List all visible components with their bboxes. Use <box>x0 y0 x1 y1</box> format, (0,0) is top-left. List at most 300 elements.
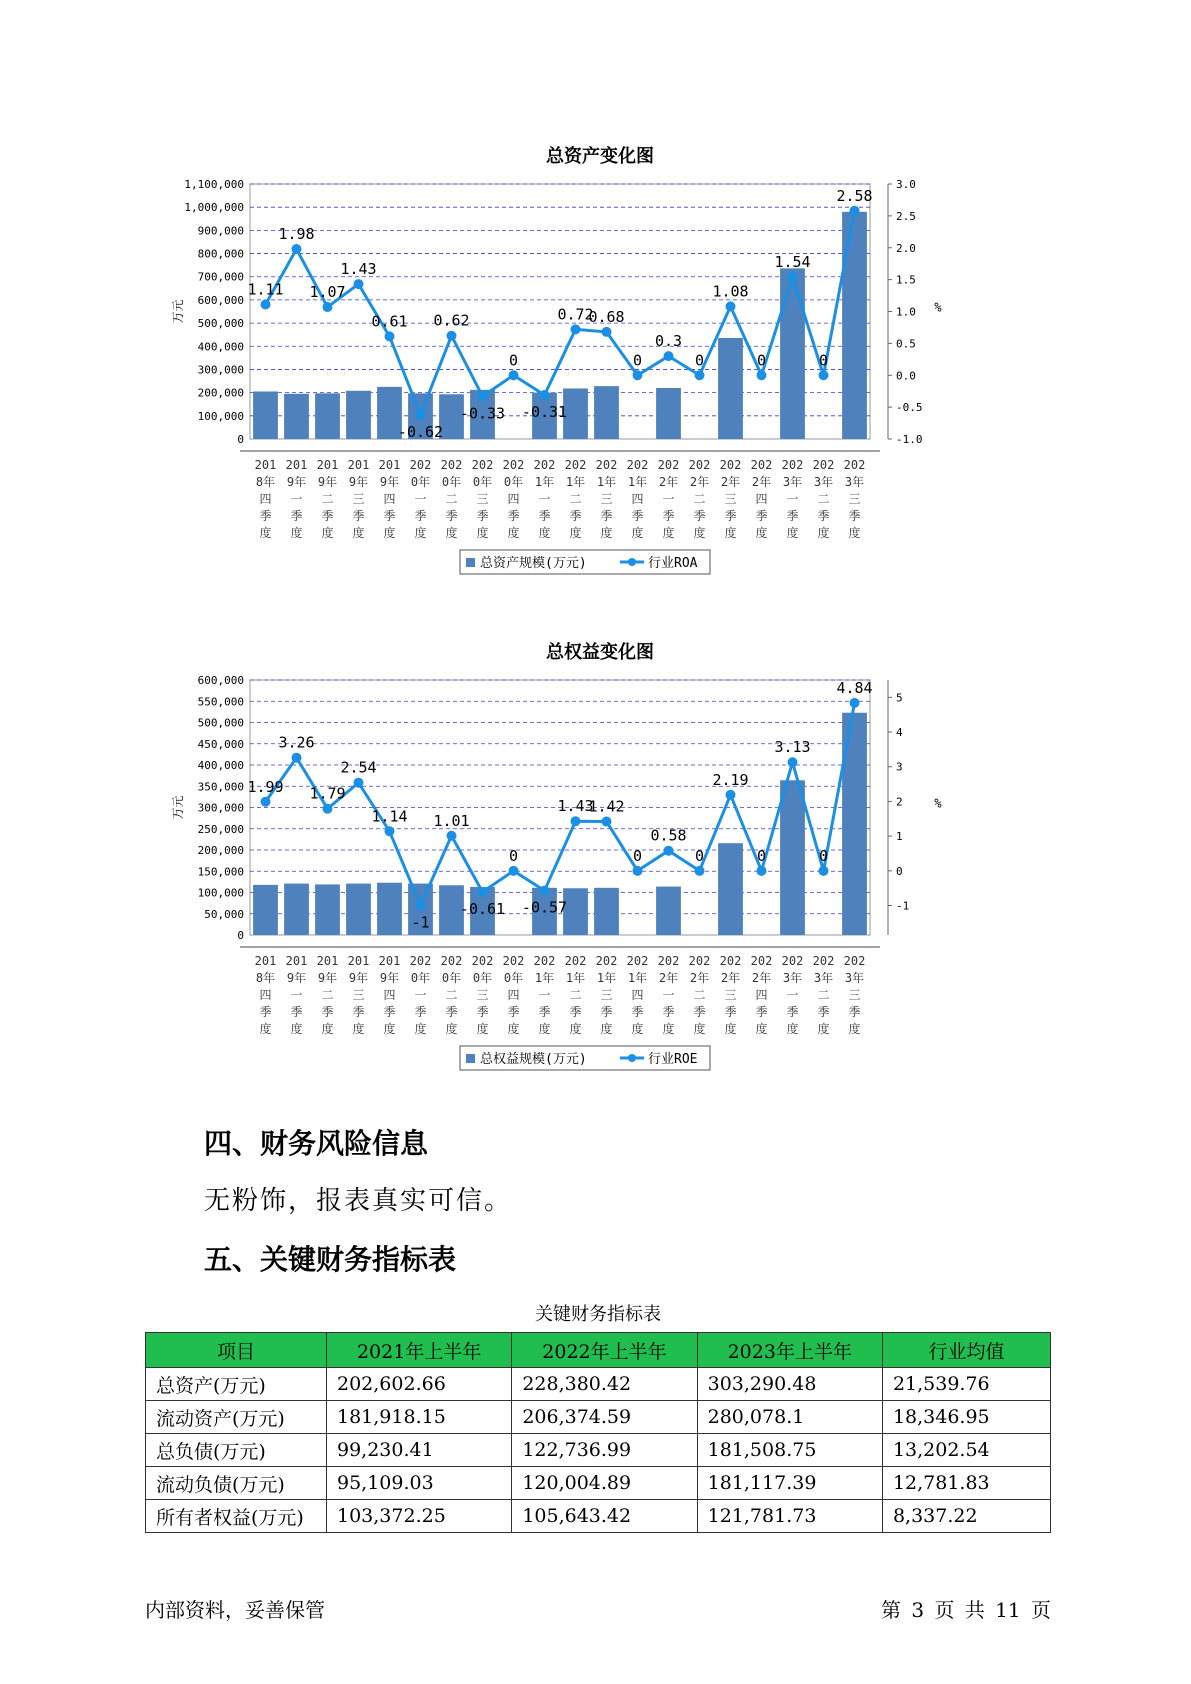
x-tick-label: 度 <box>662 1022 675 1036</box>
x-tick-label: 四 <box>507 988 520 1002</box>
line-point <box>416 410 426 420</box>
x-tick-label: 202 <box>843 458 866 472</box>
x-tick-label: 一 <box>290 492 303 506</box>
x-tick-label: 9年 <box>348 971 369 985</box>
data-label: 1.01 <box>433 811 470 830</box>
x-tick-label: 度 <box>724 526 737 540</box>
x-tick-label: 0年 <box>472 475 493 489</box>
x-tick-label: 度 <box>693 1022 706 1036</box>
chart-title: 总权益变化图 <box>546 642 654 663</box>
y-left-tick-label: 350,000 <box>197 780 244 794</box>
bar-mark <box>346 391 371 439</box>
x-tick-label: 季 <box>538 509 551 523</box>
x-tick-label: 0年 <box>503 971 524 985</box>
x-tick-label: 度 <box>724 1022 737 1036</box>
y-left-tick-label: 50,000 <box>204 907 244 921</box>
header-2023h1: 2023年上半年 <box>697 1333 882 1368</box>
x-tick-label: 一 <box>786 492 799 506</box>
x-tick-label: 1年 <box>596 475 617 489</box>
x-tick-label: 202 <box>502 458 525 472</box>
y-left-tick-label: 300,000 <box>197 363 244 377</box>
x-tick-label: 三 <box>600 988 613 1002</box>
data-label: 0.61 <box>371 312 408 331</box>
x-tick-label: 1年 <box>627 475 648 489</box>
bar-mark <box>315 884 340 935</box>
data-label: 1.43 <box>340 260 377 279</box>
x-tick-label: 一 <box>414 988 427 1002</box>
x-tick-label: 202 <box>440 954 463 968</box>
x-tick-label: 季 <box>848 509 861 523</box>
table-cell: 120,004.89 <box>512 1467 697 1500</box>
y-left-axis-label: 万元 <box>171 795 185 820</box>
x-tick-label: 度 <box>259 1022 272 1036</box>
x-tick-label: 2年 <box>689 971 710 985</box>
data-label: 1.14 <box>371 807 408 826</box>
x-tick-label: 三 <box>476 988 489 1002</box>
data-label: 0 <box>508 846 519 865</box>
x-tick-label: 二 <box>693 492 706 506</box>
x-tick-label: 2年 <box>658 971 679 985</box>
line-point <box>509 866 519 876</box>
y-right-tick-label: 0.0 <box>896 369 916 383</box>
table-cell: 21,539.76 <box>882 1368 1050 1401</box>
legend-line-label: 行业ROE <box>648 1052 698 1067</box>
data-label: 4.84 <box>836 678 873 697</box>
header-industry-avg: 行业均值 <box>882 1333 1050 1368</box>
x-tick-label: 202 <box>533 954 556 968</box>
y-left-tick-label: 600,000 <box>197 674 244 687</box>
x-tick-label: 季 <box>414 1005 427 1019</box>
line-point <box>850 206 860 216</box>
y-left-tick-label: 100,000 <box>197 409 244 423</box>
x-tick-label: 202 <box>812 458 835 472</box>
x-tick-label: 202 <box>409 954 432 968</box>
y-right-tick-label: 2.5 <box>896 209 916 223</box>
line-point <box>757 866 767 876</box>
table-cell: 95,109.03 <box>327 1467 512 1500</box>
data-label: -0.33 <box>459 404 506 423</box>
x-tick-label: 度 <box>755 526 768 540</box>
x-tick-label: 9年 <box>317 971 338 985</box>
line-point <box>695 370 705 380</box>
data-label: 0.72 <box>557 305 594 324</box>
line-point <box>385 331 395 341</box>
x-tick-label: 度 <box>538 1022 551 1036</box>
data-label: 1.08 <box>712 282 749 301</box>
x-tick-label: 1年 <box>534 475 555 489</box>
x-tick-label: 0年 <box>410 971 431 985</box>
y-left-tick-label: 300,000 <box>197 801 244 815</box>
y-left-axis-label: 万元 <box>171 299 185 324</box>
x-tick-label: 度 <box>817 1022 830 1036</box>
y-right-tick-label: 0 <box>896 864 903 878</box>
x-tick-label: 1年 <box>596 971 617 985</box>
y-left-tick-label: 150,000 <box>197 865 244 879</box>
line-point <box>292 753 302 763</box>
x-tick-label: 3年 <box>782 971 803 985</box>
y-left-tick-label: 800,000 <box>197 247 244 261</box>
x-tick-label: 202 <box>626 954 649 968</box>
x-tick-label: 9年 <box>286 971 307 985</box>
x-tick-label: 季 <box>662 509 675 523</box>
x-tick-label: 一 <box>786 988 799 1002</box>
x-tick-label: 度 <box>445 526 458 540</box>
data-label: 1.11 <box>247 280 284 299</box>
y-right-tick-label: -0.5 <box>896 401 923 415</box>
x-tick-label: 度 <box>414 1022 427 1036</box>
x-tick-label: 202 <box>812 954 835 968</box>
x-tick-label: 季 <box>724 509 737 523</box>
total-assets-chart-svg <box>170 174 1030 614</box>
data-label: 0 <box>818 846 829 865</box>
table-cell: 105,643.42 <box>512 1500 697 1533</box>
y-right-tick-label: -1.0 <box>896 433 923 446</box>
x-tick-label: 二 <box>693 988 706 1002</box>
data-label: 0 <box>632 351 643 370</box>
x-tick-label: 9年 <box>348 475 369 489</box>
line-point <box>354 778 364 788</box>
header-item: 项目 <box>146 1333 327 1368</box>
data-label: -0.57 <box>521 898 568 917</box>
x-tick-label: 季 <box>414 509 427 523</box>
x-tick-label: 0年 <box>410 475 431 489</box>
line-point <box>571 324 581 334</box>
data-label: 1.98 <box>278 225 315 244</box>
x-tick-label: 二 <box>445 492 458 506</box>
x-tick-label: 季 <box>538 1005 551 1019</box>
table-cell: 所有者权益(万元) <box>146 1500 327 1533</box>
x-tick-label: 3年 <box>813 475 834 489</box>
x-tick-label: 201 <box>285 954 308 968</box>
x-tick-label: 季 <box>848 1005 861 1019</box>
legend-line-marker <box>628 1054 636 1062</box>
data-label: 0 <box>818 351 829 370</box>
y-left-tick-label: 500,000 <box>197 716 244 730</box>
data-label: 1.42 <box>588 797 625 816</box>
x-tick-label: 二 <box>445 988 458 1002</box>
x-tick-label: 8年 <box>255 971 276 985</box>
x-tick-label: 202 <box>502 954 525 968</box>
line-point <box>726 790 736 800</box>
x-tick-label: 度 <box>569 526 582 540</box>
line-point <box>261 797 271 807</box>
y-right-tick-label: 1.5 <box>896 273 916 287</box>
key-indicators-section-title: 五、关键财务指标表 <box>204 1243 457 1276</box>
x-tick-label: 度 <box>600 526 613 540</box>
x-tick-label: 季 <box>786 509 799 523</box>
x-tick-label: 3年 <box>844 475 865 489</box>
y-right-tick-label: 1.0 <box>896 305 916 319</box>
x-tick-label: 度 <box>321 526 334 540</box>
x-tick-label: 201 <box>254 954 277 968</box>
chart-title: 总资产变化图 <box>546 146 654 167</box>
y-left-tick-label: 400,000 <box>197 759 244 772</box>
x-tick-label: 201 <box>285 458 308 472</box>
x-tick-label: 9年 <box>379 475 400 489</box>
table-cell: 202,602.66 <box>327 1368 512 1401</box>
x-tick-label: 四 <box>631 988 644 1002</box>
data-label: -1 <box>411 913 430 932</box>
x-tick-label: 3年 <box>782 475 803 489</box>
x-tick-label: 季 <box>662 1005 675 1019</box>
line-point <box>633 370 643 380</box>
x-tick-label: 度 <box>538 526 551 540</box>
line-point <box>788 757 798 767</box>
total-equity-chart-svg <box>170 670 1030 1110</box>
y-left-tick-label: 900,000 <box>197 224 244 238</box>
x-tick-label: 三 <box>724 492 737 506</box>
line-point <box>726 301 736 311</box>
x-tick-label: 三 <box>352 988 365 1002</box>
x-tick-label: 季 <box>600 1005 613 1019</box>
data-label: 0.68 <box>588 307 625 326</box>
y-left-tick-label: 0 <box>237 929 244 942</box>
line-point <box>354 279 364 289</box>
y-left-tick-label: 1,100,000 <box>184 178 244 191</box>
table-row <box>146 1467 1051 1500</box>
table-cell: 228,380.42 <box>512 1368 697 1401</box>
x-tick-label: 季 <box>290 509 303 523</box>
y-right-tick-label: 1 <box>896 830 903 844</box>
y-left-tick-label: 400,000 <box>197 340 244 354</box>
x-tick-label: 季 <box>693 509 706 523</box>
x-tick-label: 度 <box>507 526 520 540</box>
x-tick-label: 季 <box>383 1005 396 1019</box>
line-point <box>602 327 612 337</box>
x-tick-label: 度 <box>383 526 396 540</box>
x-tick-label: 季 <box>755 509 768 523</box>
x-tick-label: 度 <box>786 1022 799 1036</box>
x-tick-label: 度 <box>352 526 365 540</box>
data-label: 0 <box>632 846 643 865</box>
x-tick-label: 202 <box>781 954 804 968</box>
y-right-tick-label: 4 <box>896 726 903 740</box>
line-point <box>819 866 829 876</box>
x-tick-label: 202 <box>626 458 649 472</box>
data-label: 0.58 <box>650 826 687 845</box>
table-cell: 122,736.99 <box>512 1434 697 1467</box>
x-tick-label: 季 <box>507 509 520 523</box>
y-right-axis-label: % <box>934 796 942 811</box>
x-tick-label: 季 <box>476 1005 489 1019</box>
data-label: 0 <box>756 846 767 865</box>
bar-mark <box>718 843 743 935</box>
x-tick-label: 201 <box>347 954 370 968</box>
table-cell: 总资产(万元) <box>146 1368 327 1401</box>
legend-line-marker <box>628 558 636 566</box>
table-cell: 103,372.25 <box>327 1500 512 1533</box>
data-label: 0.3 <box>654 332 683 351</box>
table-caption: 关键财务指标表 <box>535 1304 661 1325</box>
key-indicators-table <box>145 1332 1051 1533</box>
data-label: 2.58 <box>836 186 873 205</box>
line-point <box>633 866 643 876</box>
x-tick-label: 三 <box>848 988 861 1002</box>
x-tick-label: 季 <box>445 509 458 523</box>
x-tick-label: 季 <box>817 509 830 523</box>
x-tick-label: 一 <box>290 988 303 1002</box>
x-tick-label: 季 <box>352 1005 365 1019</box>
line-point <box>292 244 302 254</box>
x-tick-label: 8年 <box>255 475 276 489</box>
bar-mark <box>253 391 278 439</box>
y-right-tick-label: 5 <box>896 691 903 705</box>
y-left-tick-label: 700,000 <box>197 270 244 284</box>
x-tick-label: 202 <box>471 458 494 472</box>
x-tick-label: 二 <box>569 492 582 506</box>
x-tick-label: 202 <box>719 954 742 968</box>
x-tick-label: 四 <box>755 988 768 1002</box>
y-right-tick-label: 0.5 <box>896 337 916 351</box>
table-cell: 99,230.41 <box>327 1434 512 1467</box>
x-tick-label: 度 <box>476 1022 489 1036</box>
data-label: 1.79 <box>309 784 346 803</box>
data-label: 0 <box>694 846 705 865</box>
x-tick-label: 季 <box>631 1005 644 1019</box>
x-tick-label: 度 <box>383 1022 396 1036</box>
line-point <box>819 370 829 380</box>
data-label: -0.61 <box>459 899 506 918</box>
x-tick-label: 季 <box>786 1005 799 1019</box>
line-point <box>478 391 488 401</box>
x-tick-label: 度 <box>631 526 644 540</box>
x-tick-label: 季 <box>476 509 489 523</box>
bar-mark <box>594 888 619 935</box>
x-tick-label: 3年 <box>844 971 865 985</box>
x-tick-label: 9年 <box>317 475 338 489</box>
line-point <box>323 302 333 312</box>
bar-mark <box>780 268 805 439</box>
bar-mark <box>253 885 278 935</box>
x-tick-label: 季 <box>693 1005 706 1019</box>
bar-mark <box>377 883 402 935</box>
x-tick-label: 202 <box>781 458 804 472</box>
data-label: 0 <box>508 351 519 370</box>
x-tick-label: 四 <box>383 492 396 506</box>
x-tick-label: 度 <box>414 526 427 540</box>
x-tick-label: 202 <box>595 458 618 472</box>
x-tick-label: 三 <box>724 988 737 1002</box>
table-cell: 流动资产(万元) <box>146 1401 327 1434</box>
legend-bar-swatch <box>466 1054 475 1063</box>
x-tick-label: 202 <box>688 954 711 968</box>
x-tick-label: 202 <box>471 954 494 968</box>
x-tick-label: 二 <box>817 492 830 506</box>
x-tick-label: 202 <box>657 458 680 472</box>
x-tick-label: 季 <box>507 1005 520 1019</box>
bar-mark <box>656 388 681 439</box>
y-left-tick-label: 450,000 <box>197 737 244 751</box>
x-tick-label: 201 <box>378 458 401 472</box>
y-left-tick-label: 1,000,000 <box>184 201 244 215</box>
bar-mark <box>842 212 867 439</box>
data-label: 1.54 <box>774 253 811 272</box>
x-tick-label: 一 <box>538 988 551 1002</box>
line-point <box>664 846 674 856</box>
x-tick-label: 202 <box>657 954 680 968</box>
x-tick-label: 201 <box>316 458 339 472</box>
x-tick-label: 度 <box>290 526 303 540</box>
x-tick-label: 2年 <box>689 475 710 489</box>
x-tick-label: 9年 <box>286 475 307 489</box>
x-tick-label: 三 <box>476 492 489 506</box>
data-label: -0.31 <box>521 403 568 422</box>
x-tick-label: 度 <box>755 1022 768 1036</box>
table-cell: 181,117.39 <box>697 1467 882 1500</box>
x-tick-label: 季 <box>600 509 613 523</box>
line-point <box>788 272 798 282</box>
data-label: 2.54 <box>340 758 377 777</box>
x-tick-label: 度 <box>321 1022 334 1036</box>
x-tick-label: 度 <box>259 526 272 540</box>
x-tick-label: 四 <box>259 492 272 506</box>
table-cell: 280,078.1 <box>697 1401 882 1434</box>
table-cell: 181,508.75 <box>697 1434 882 1467</box>
y-left-tick-label: 0 <box>237 433 244 446</box>
x-tick-label: 三 <box>848 492 861 506</box>
x-tick-label: 2年 <box>720 971 741 985</box>
table-cell: 206,374.59 <box>512 1401 697 1434</box>
header-2022h1: 2022年上半年 <box>512 1333 697 1368</box>
table-cell: 303,290.48 <box>697 1368 882 1401</box>
table-cell: 8,337.22 <box>882 1500 1050 1533</box>
x-tick-label: 二 <box>321 988 334 1002</box>
legend-line-label: 行业ROA <box>648 556 698 571</box>
x-tick-label: 季 <box>352 509 365 523</box>
x-tick-label: 三 <box>352 492 365 506</box>
line-point <box>509 370 519 380</box>
x-tick-label: 四 <box>259 988 272 1002</box>
y-left-tick-label: 500,000 <box>197 317 244 331</box>
x-tick-label: 2年 <box>751 971 772 985</box>
bar-mark <box>656 887 681 935</box>
x-tick-label: 三 <box>600 492 613 506</box>
y-left-tick-label: 100,000 <box>197 886 244 900</box>
y-right-tick-label: 2 <box>896 795 903 809</box>
x-tick-label: 度 <box>507 1022 520 1036</box>
x-tick-label: 度 <box>848 1022 861 1036</box>
x-tick-label: 1年 <box>565 971 586 985</box>
y-right-axis-label: % <box>934 300 942 315</box>
line-point <box>602 817 612 827</box>
x-tick-label: 度 <box>445 1022 458 1036</box>
line-point <box>540 390 550 400</box>
table-row <box>146 1401 1051 1434</box>
x-tick-label: 四 <box>507 492 520 506</box>
data-label: -0.62 <box>397 422 444 441</box>
y-right-tick-label: -1 <box>896 899 910 913</box>
y-left-tick-label: 550,000 <box>197 695 244 709</box>
x-tick-label: 度 <box>569 1022 582 1036</box>
x-tick-label: 0年 <box>503 475 524 489</box>
x-tick-label: 2年 <box>751 475 772 489</box>
data-label: 3.26 <box>278 733 315 752</box>
x-tick-label: 201 <box>378 954 401 968</box>
bar-mark <box>284 884 309 935</box>
y-left-tick-label: 200,000 <box>197 844 244 857</box>
risk-section-title: 四、财务风险信息 <box>204 1127 429 1160</box>
line-point <box>850 698 860 708</box>
x-tick-label: 季 <box>817 1005 830 1019</box>
x-tick-label: 2年 <box>720 475 741 489</box>
data-label: 0 <box>756 351 767 370</box>
x-tick-label: 二 <box>321 492 334 506</box>
x-tick-label: 季 <box>383 509 396 523</box>
line-point <box>385 826 395 836</box>
x-tick-label: 一 <box>662 988 675 1002</box>
footer-confidential-note: 内部资料，妥善保管 <box>145 1598 325 1622</box>
x-tick-label: 度 <box>848 526 861 540</box>
